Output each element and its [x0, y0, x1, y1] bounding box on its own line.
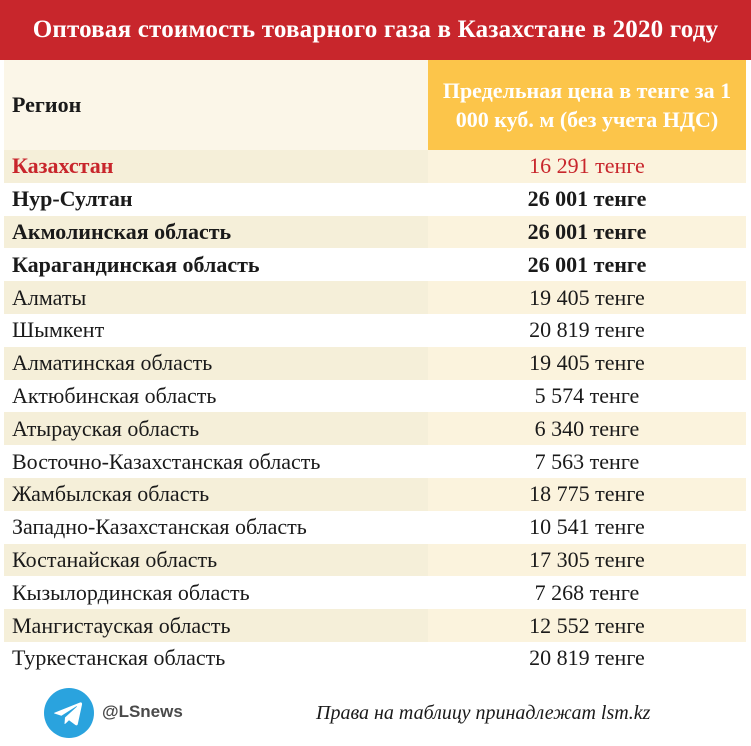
telegram-icon[interactable] — [44, 688, 94, 738]
table-row — [4, 412, 746, 445]
price-cell: 19 405 тенге — [428, 281, 746, 314]
price-cell: 7 268 тенге — [428, 576, 746, 609]
region-cell: Алматинская область — [4, 347, 428, 380]
price-cell: 5 574 тенге — [428, 380, 746, 413]
copyright-note: Права на таблицу принадлежат lsm.kz — [316, 702, 651, 724]
region-cell: Шымкент — [4, 314, 428, 347]
region-cell: Акмолинская область — [4, 216, 428, 249]
region-cell: Восточно-Казахстанская область — [4, 445, 428, 478]
price-cell: 18 775 тенге — [428, 478, 746, 511]
region-cell: Мангистауская область — [4, 609, 428, 642]
region-column-header: Регион — [4, 60, 428, 150]
price-column-header: Предельная цена в тенге за 1 000 куб. м (без учета НДС) — [428, 60, 746, 150]
page-title: Оптовая стоимость товарного газа в Казахстане в 2020 году — [0, 0, 751, 60]
price-cell: 20 819 тенге — [428, 642, 746, 675]
region-cell: Западно-Казахстанская область — [4, 511, 428, 544]
table-row — [4, 544, 746, 577]
region-cell: Костанайская область — [4, 544, 428, 577]
table-row — [4, 478, 746, 511]
price-cell: 12 552 тенге — [428, 609, 746, 642]
footer — [0, 680, 751, 746]
price-cell: 16 291 тенге — [428, 150, 746, 183]
table-row — [4, 150, 746, 183]
region-cell: Туркестанская область — [4, 642, 428, 675]
price-cell: 17 305 тенге — [428, 544, 746, 577]
table-row — [4, 511, 746, 544]
price-cell: 20 819 тенге — [428, 314, 746, 347]
table-row — [4, 216, 746, 249]
table-row — [4, 248, 746, 281]
table-row — [4, 576, 746, 609]
region-cell: Нур-Султан — [4, 183, 428, 216]
table-row — [4, 347, 746, 380]
region-cell: Атырауская область — [4, 412, 428, 445]
table-row — [4, 445, 746, 478]
region-cell: Актюбинская область — [4, 380, 428, 413]
table-row — [4, 183, 746, 216]
region-cell: Жамбылская область — [4, 478, 428, 511]
price-table — [4, 60, 746, 675]
price-cell: 19 405 тенге — [428, 347, 746, 380]
price-cell: 6 340 тенге — [428, 412, 746, 445]
table-row — [4, 380, 746, 413]
region-cell: Кызылординская область — [4, 576, 428, 609]
region-cell: Алматы — [4, 281, 428, 314]
table-row — [4, 314, 746, 347]
region-cell: Карагандинская область — [4, 248, 428, 281]
price-cell: 26 001 тенге — [428, 248, 746, 281]
price-cell: 26 001 тенге — [428, 216, 746, 249]
table-row — [4, 281, 746, 314]
table-header — [4, 60, 746, 150]
channel-handle[interactable]: @LSnews — [102, 702, 183, 721]
price-cell: 26 001 тенге — [428, 183, 746, 216]
table-row — [4, 642, 746, 675]
table-row — [4, 609, 746, 642]
region-cell: Казахстан — [4, 150, 428, 183]
price-cell: 10 541 тенге — [428, 511, 746, 544]
price-cell: 7 563 тенге — [428, 445, 746, 478]
